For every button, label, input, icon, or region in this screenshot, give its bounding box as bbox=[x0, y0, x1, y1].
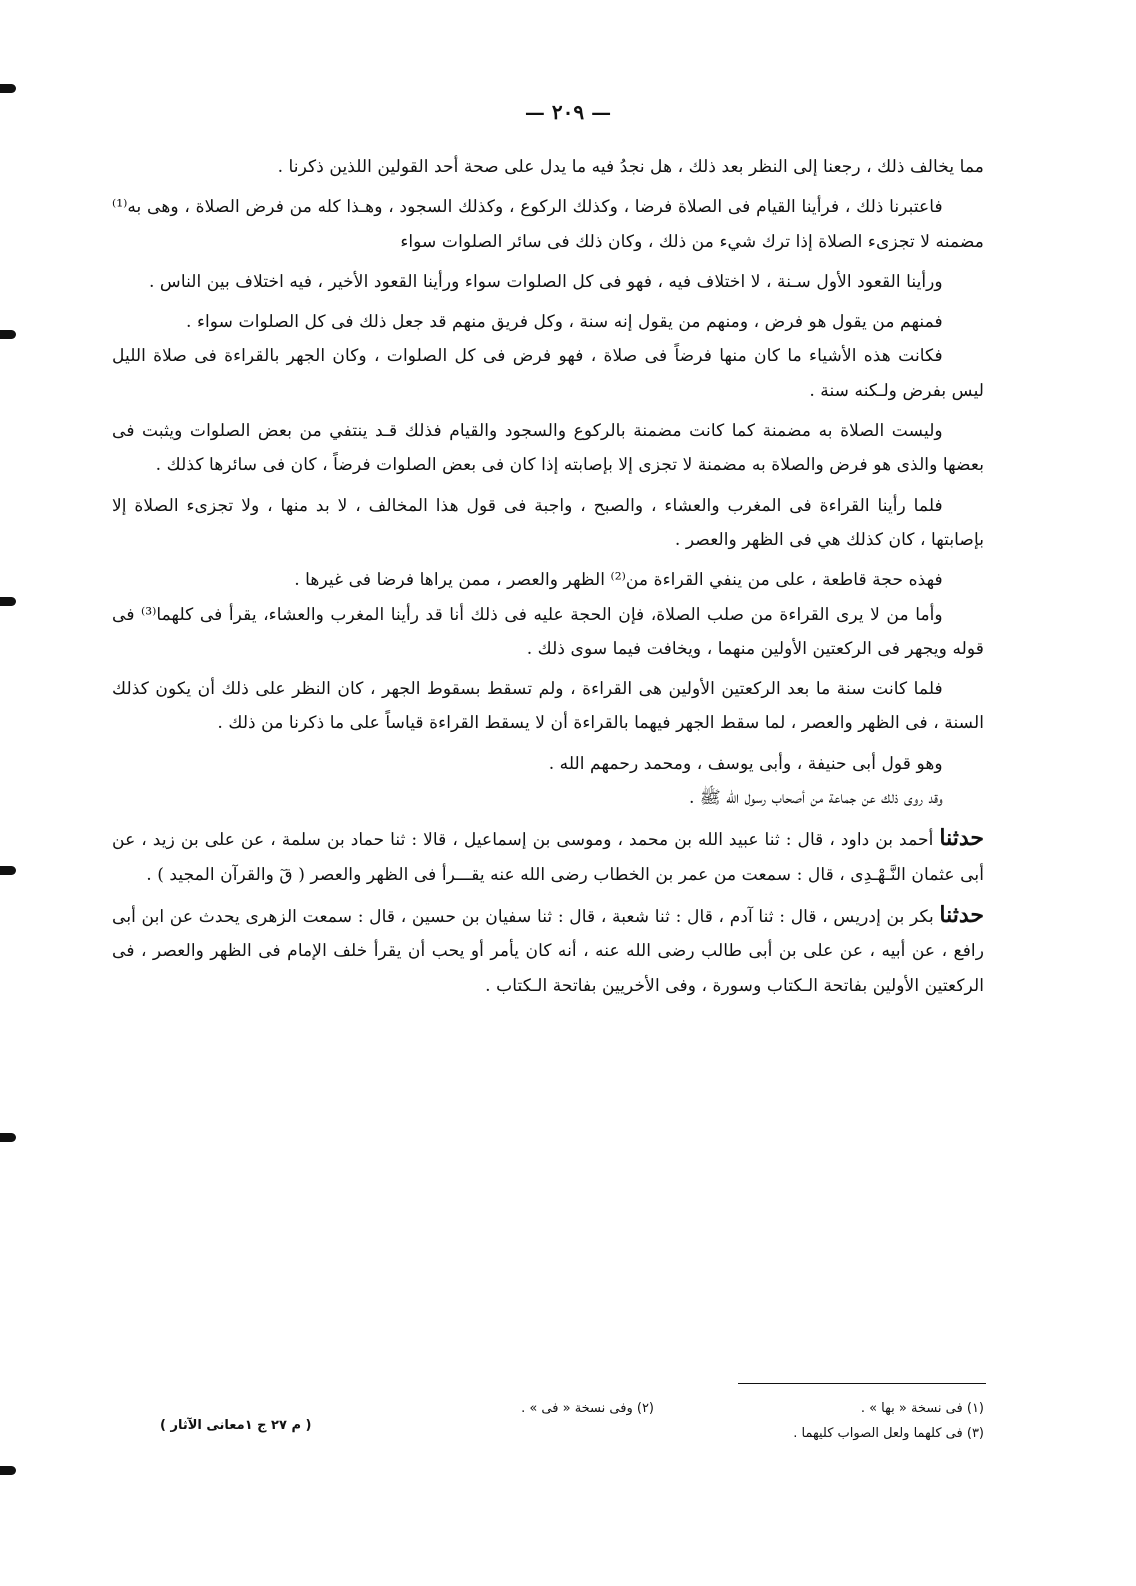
footnote-2: (٢) وفى نسخة « فى » . bbox=[521, 1401, 654, 1416]
binding-mark bbox=[0, 866, 16, 875]
paragraph: وليست الصلاة به مضمنة كما كانت مضمنة بالركوع والسجود والقيام فذلك قـد ينتفي من بعض الصلوات ويثبت فى بعضها والذى هو فرض والصلاة به مضمنة لا تجزى إلا بإصابته إذا كان فى بعض الصلوات فرضاً ، كان فى سائرها كذلك . bbox=[112, 421, 984, 476]
footnote-1: (١) فى نسخة « بها » . bbox=[860, 1401, 984, 1416]
paragraph: فلما رأينا القراءة فى المغرب والعشاء ، والصبح ، واجبة فى قول هذا المخالف ، لا بد منها ، ولا تجزىء الصلاة إلا بإصابتها ، كان كذلك هي فى الظهر والعصر . bbox=[112, 495, 984, 550]
main-text bbox=[112, 150, 984, 1009]
printer-signature: ( م ٢٧ ج ١معانى الآثار ) bbox=[160, 1418, 312, 1433]
binding-mark bbox=[0, 84, 16, 93]
paragraph: ورأينا القعود الأول سـنة ، لا اختلاف فيه ، فهو فى كل الصلوات سواء ورأينا القعود الأخير ، فيه اختلاف بين الناس . bbox=[148, 271, 943, 292]
hadith-text: بكر بن إدريس ، قال : ثنا آدم ، قال : ثنا شعبة ، قال : ثنا سفيان بن حسين ، قال : سمعت الزهرى يحدث عن ابن أبى رافع ، عن أبيه ، عن على بن أبى طالب رضى الله عنه ، أنه كان يأمر أو يحب أن يقرأ خلف الإمام فى الظهر والعصر ، فى الركعتين الأولين بفاتحة الـكتاب وسورة ، وفى الأخريين بفاتحة الـكتاب . bbox=[112, 906, 984, 996]
paragraph: فمنهم من يقول هو فرض ، ومنهم من يقول إنه سنة ، وكل فريق منهم قد جعل ذلك فى كل الصلوات سواء . bbox=[186, 312, 943, 333]
footnote-divider bbox=[738, 1383, 986, 1384]
hadith-text: أحمد بن داود ، قال : ثنا عبيد الله بن محمد ، وموسى بن إسماعيل ، قالا : ثنا حماد بن سلمة ، عن على بن زيد ، عن أبى عثمان النَّـهْـدِى ، قال : سمعت من عمر بن الخطاب رضى الله عنه يقـــرأ فى الظهر والعصر ( قٓ والقرآن المجيد ) . bbox=[112, 830, 984, 885]
hadith-paragraph bbox=[112, 821, 984, 892]
paragraph: وهو قول أبى حنيفة ، وأبى يوسف ، ومحمد رحمهم الله . bbox=[548, 753, 943, 774]
footnote-3: (٣) فى كلهما ولعل الصواب كليهما . bbox=[793, 1426, 984, 1441]
paragraph: وقد روى ذلك عن جماعة من أصحاب رسول الله ﷺ . bbox=[688, 788, 943, 809]
page-number: — ٢٠٩ — bbox=[524, 100, 612, 124]
paragraph: فلما كانت سنة ما بعد الركعتين الأولين هى القراءة ، ولم تسقط بسقوط الجهر ، كان النظر على ذلك أن يكون كذلك السنة ، فى الظهر والعصر ، لما سقط الجهر فيهما بالقراءة أن لا يسقط القراءة قياساً على ما ذكرنا من ذلك . bbox=[112, 679, 984, 734]
binding-mark bbox=[0, 597, 16, 606]
paragraph: مما يخالف ذلك ، رجعنا إلى النظر بعد ذلك ، هل نجدُ فيه ما يدل على صحة أحد القولين اللذين ذكرنا . bbox=[277, 157, 984, 177]
paragraph: فهذه حجة قاطعة ، على من ينفي القراءة من⁽²⁾ الظهر والعصر ، ممن يراها فرضا فى غيرها . bbox=[294, 570, 943, 591]
paragraph: فاعتبرنا ذلك ، فرأينا القيام فى الصلاة فرضا ، وكذلك الركوع ، وكذلك السجود ، وهـذا كله من فرض الصلاة ، وهى به⁽¹⁾ مضمنه لا تجزىء الصلاة إذا ترك شيء من ذلك ، وكان ذلك فى سائر الصلوات سواء bbox=[112, 197, 984, 252]
paragraph: فكانت هذه الأشياء ما كان منها فرضاً فى صلاة ، فهو فرض فى كل الصلوات ، وكان الجهر بالقراءة فى صلاة الليل ليس بفرض ولـكنه سنة . bbox=[112, 346, 984, 401]
hadith-paragraph bbox=[112, 898, 984, 1003]
binding-mark bbox=[0, 1133, 16, 1142]
binding-mark bbox=[0, 1466, 16, 1475]
paragraph: وأما من لا يرى القراءة من صلب الصلاة، فإن الحجة عليه فى ذلك أنا قد رأينا المغرب والعشاء، يقرأ فى كلهما⁽³⁾ فى قوله ويجهر فى الركعتين الأولين منهما ، ويخافت فيما سوى ذلك . bbox=[112, 604, 984, 659]
haddathana-heading: حدثنا bbox=[939, 901, 984, 928]
haddathana-heading: حدثنا bbox=[939, 825, 984, 852]
binding-mark bbox=[0, 330, 16, 339]
